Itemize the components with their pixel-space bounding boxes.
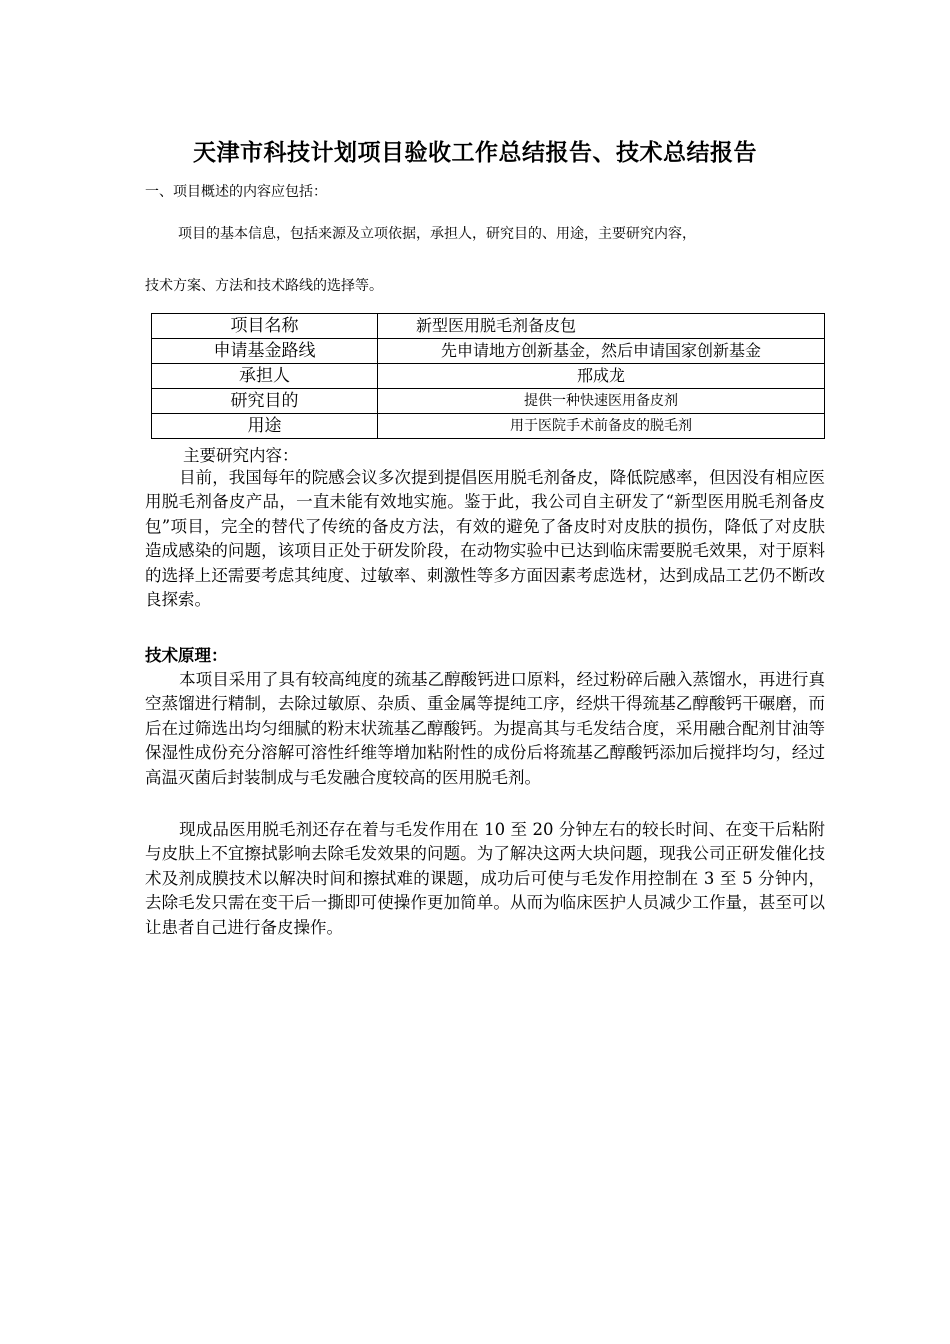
- overview-line-1: 项目的基本信息，包括来源及立项依据，承担人，研究目的、用途，主要研究内容，: [178, 226, 696, 242]
- table-value: 邢成龙: [378, 364, 825, 389]
- document-title: 天津市科技计划项目验收工作总结报告、技术总结报告: [193, 139, 757, 166]
- table-key: 承担人: [152, 364, 378, 389]
- project-info-table: [151, 313, 825, 439]
- table-row: [152, 364, 825, 389]
- research-paragraph: 目前，我国每年的院感会议多次提到提倡医用脱毛剂备皮，降低院感率，但因没有相应医用脱毛剂备皮产品，一直未能有效地实施。鉴于此，我公司自主研发了“新型医用脱毛剂备皮包”项目，完全的替代了传统的备皮方法，有效的避免了备皮时对皮肤的损伤，降低了对皮肤造成感染的问题，该项目正处于研发阶段，在动物实验中已达到临床需要脱毛效果，对于原料的选择上还需要考虑其纯度、过敏率、刺激性等多方面因素考虑选材，达到成品工艺仍不断改良探索。: [145, 468, 825, 610]
- table-row: [152, 414, 825, 439]
- principle-paragraph-2: 现成品医用脱毛剂还存在着与毛发作用在 10 至 20 分钟左右的较长时间、在变干后粘附与皮肤上不宜擦拭影响去除毛发效果的问题。为了解决这两大块问题，现我公司正研发催化技术及剂成膜技术以解决时间和擦拭难的课题，成功后可使与毛发作用控制在 3 至 5 分钟内，去除毛发只需在变干后一撕即可使操作更加简单。从而为临床医护人员减少工作量，甚至可以让患者自己进行备皮操作。: [145, 820, 825, 937]
- table-value: 先申请地方创新基金，然后申请国家创新基金: [378, 339, 825, 364]
- table-value: 用于医院手术前备皮的脱毛剂: [378, 414, 825, 439]
- table-key: 项目名称: [152, 314, 378, 339]
- table-key: 研究目的: [152, 389, 378, 414]
- table-value: 新型医用脱毛剂备皮包: [378, 314, 825, 339]
- table-key: 用途: [152, 414, 378, 439]
- table-row: [152, 314, 825, 339]
- table-row: [152, 339, 825, 364]
- principle-heading: 技术原理：: [145, 646, 228, 665]
- table-row: [152, 389, 825, 414]
- table-value: 提供一种快速医用备皮剂: [378, 389, 825, 414]
- research-heading: 主要研究内容：: [183, 446, 299, 465]
- principle-paragraph-1: 本项目采用了具有较高纯度的巯基乙醇酸钙进口原料，经过粉碎后融入蒸馏水，再进行真空蒸馏进行精制，去除过敏原、杂质、重金属等提纯工序，经烘干得巯基乙醇酸钙干碾磨，而后在过筛选出均匀细腻的粉末状巯基乙醇酸钙。为提高其与毛发结合度，采用融合配剂甘油等保湿性成份充分溶解可溶性纤维等增加粘附性的成份后将巯基乙醇酸钙添加后搅拌均匀，经过高温灭菌后封装制成与毛发融合度较高的医用脱毛剂。: [145, 670, 825, 787]
- section-heading: 一、项目概述的内容应包括：: [145, 184, 327, 200]
- overview-line-2: 技术方案、方法和技术路线的选择等。: [145, 278, 383, 294]
- table-key: 申请基金路线: [152, 339, 378, 364]
